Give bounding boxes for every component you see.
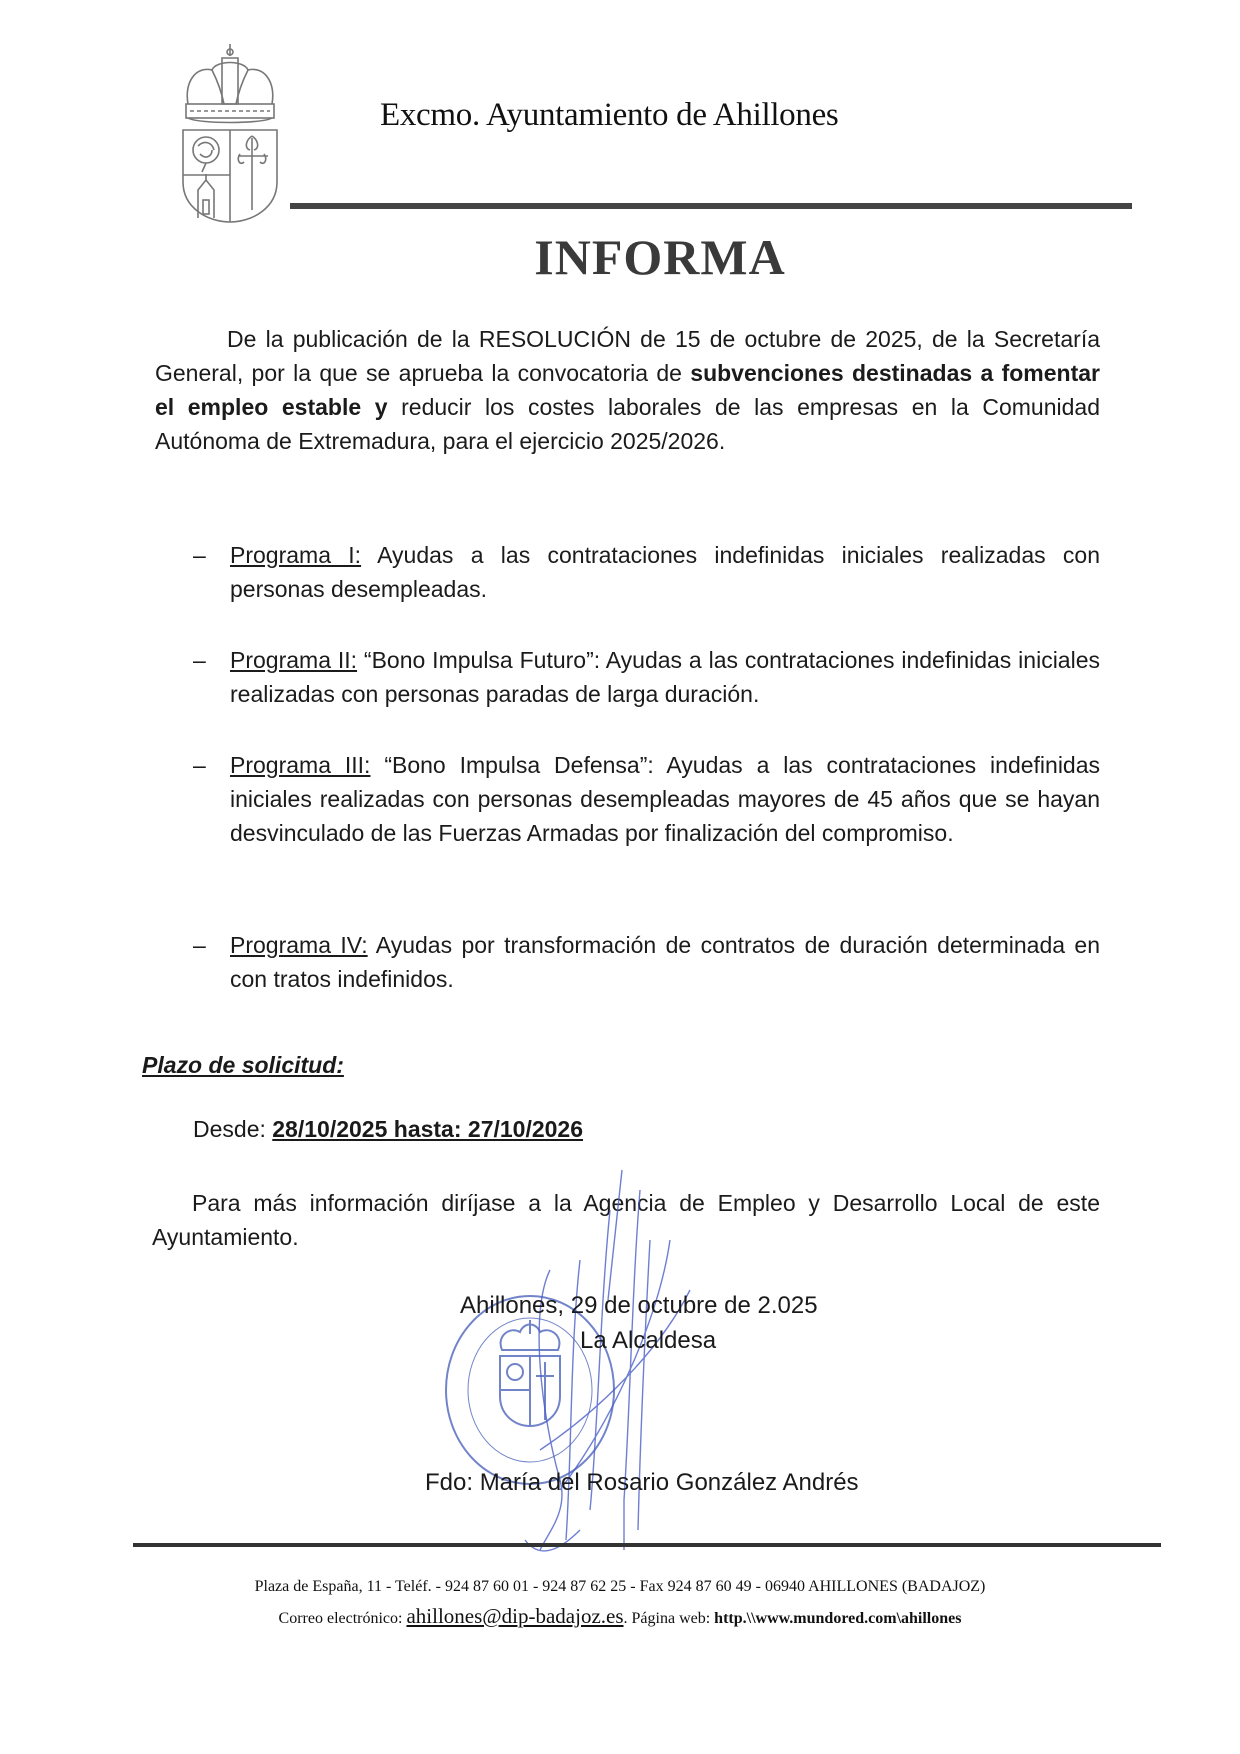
deadline-dates xyxy=(193,1116,583,1143)
footer-address: Plaza de España, 11 - Teléf. - 924 87 60 01 - 924 87 62 25 - Fax 924 87 60 49 - 06940 AHILLONES (BADAJOZ) xyxy=(254,1578,986,1595)
intro-paragraph xyxy=(155,322,1100,458)
intro-text-2: reducir los costes laborales de las empresas en la Comunidad Autónoma de Extremadura, para el ejercicio 2025/2026. xyxy=(155,394,1100,454)
program-label: Programa II: xyxy=(230,647,358,673)
program-item xyxy=(193,928,1100,998)
program-item xyxy=(193,643,1100,713)
list-dash: – xyxy=(193,647,206,673)
deadline-from-label: Desde: xyxy=(193,1116,273,1142)
list-dash: – xyxy=(193,752,206,778)
program-item xyxy=(193,748,1100,888)
handwritten-signature xyxy=(520,1150,780,1570)
intro-text-bold: subvenciones destinadas a fomentar el empleo estable y xyxy=(155,360,1100,420)
header-divider xyxy=(290,203,1132,209)
page-heading: INFORMA xyxy=(534,229,786,285)
program-text: Ayudas por transformación de contratos de duración determinada en con tratos indefinidos. xyxy=(230,932,1100,992)
web-label: . Página web: xyxy=(623,1610,715,1627)
footer-contact xyxy=(0,1604,1240,1629)
signature-place-date: Ahillones, 29 de octubre de 2.025 xyxy=(460,1292,818,1319)
coat-of-arms-icon xyxy=(178,42,288,224)
deadline-range: 28/10/2025 hasta: 27/10/2026 xyxy=(272,1116,584,1142)
signature-role: La Alcaldesa xyxy=(580,1327,717,1354)
list-dash: – xyxy=(193,932,206,958)
footer-divider xyxy=(133,1543,1161,1547)
program-text: “Bono Impulsa Futuro”: Ayudas a las contrataciones indefinidas iniciales realizadas con personas paradas de larga duración. xyxy=(230,647,1101,707)
signatory-name: Fdo: María del Rosario González Andrés xyxy=(425,1469,859,1496)
program-label: Programa IV: xyxy=(230,932,368,958)
website-link[interactable]: http.\\www.mundored.com\ahillones xyxy=(714,1610,962,1627)
program-text: “Bono Impulsa Defensa”: Ayudas a las contrataciones indefinidas iniciales realizadas con personas desempleadas mayores de 45 años que se hayan desvinculado de las Fuerzas Armadas por finalización del compromiso. xyxy=(230,752,1101,846)
list-dash: – xyxy=(193,542,206,568)
deadline-title: Plazo de solicitud: xyxy=(142,1052,344,1078)
intro-text-1: De la publicación de la RESOLUCIÓN de 15 de octubre de 2025, de la Secretaría General, por la que se aprueba la convocatoria de xyxy=(155,326,1100,386)
program-label: Programa I: xyxy=(230,542,362,568)
more-info-text: Para más información diríjase a la Agencia de Empleo y Desarrollo Local de este Ayuntamiento. xyxy=(152,1190,1100,1250)
email-label: Correo electrónico: xyxy=(278,1610,407,1627)
program-text: Ayudas a las contrataciones indefinidas iniciales realizadas con personas desempleadas. xyxy=(230,542,1101,602)
email-link[interactable]: ahillones@dip-badajoz.es xyxy=(406,1604,624,1628)
program-item xyxy=(193,538,1100,608)
program-label: Programa III: xyxy=(230,752,371,778)
organization-title: Excmo. Ayuntamiento de Ahillones xyxy=(380,97,839,133)
